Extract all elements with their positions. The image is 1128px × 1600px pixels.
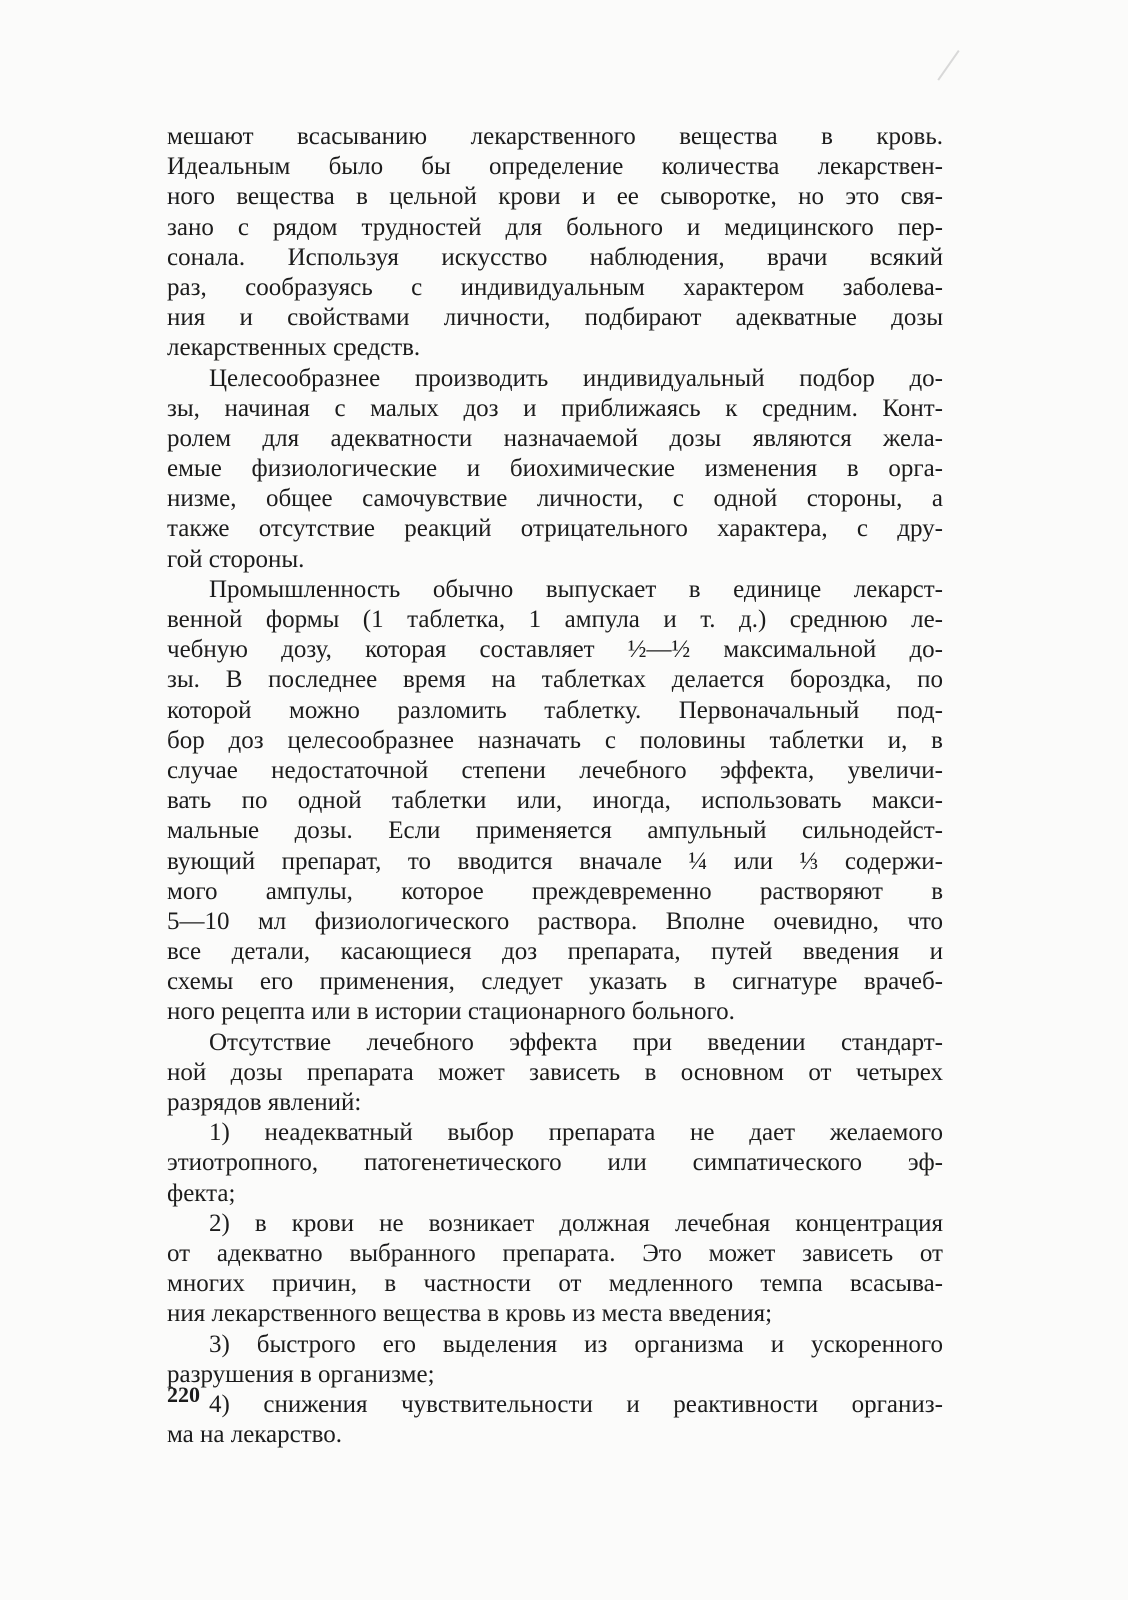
text-line: которой можно разломить таблетку. Первоначальный под- [167, 696, 943, 724]
text-line: мальные дозы. Если применяется ампульный сильнодейст- [167, 817, 943, 845]
text-line: мешают всасыванию лекарственного вещества в кровь. [167, 123, 943, 150]
text-line: 1) неадекватный выбор препарата не дает желаемого [209, 1119, 943, 1147]
text-line: ния и свойствами личности, подбирают адекватные дозы [167, 304, 943, 332]
text-line: Отсутствие лечебного эффекта при введении стандарт- [209, 1028, 943, 1056]
text-line: Идеальным было бы определение количества лекарствен- [167, 153, 943, 181]
text-line: ного вещества в цельной крови и ее сыворотке, но это свя- [167, 183, 943, 211]
text-line: также отсутствие реакций отрицательного характера, с дру- [167, 515, 943, 543]
text-line: венной формы (1 таблетка, 1 ампула и т. д.) среднюю ле- [167, 606, 943, 633]
text-line: гой стороны. [167, 545, 305, 573]
text-line: емые физиологические и биохимические изменения в орга- [167, 455, 943, 483]
text-line: разрушения в организме; [167, 1360, 435, 1388]
text-line: ма на лекарство. [167, 1421, 343, 1449]
body-text [167, 122, 943, 1450]
text-line: от адекватно выбранного препарата. Это может зависеть от [167, 1239, 943, 1267]
text-line: лекарственных средств. [167, 334, 421, 362]
text-line: 2) в крови не возникает должная лечебная концентрация [209, 1209, 943, 1237]
text-line: сонала. Используя искусство наблюдения, врачи всякий [167, 243, 943, 271]
text-line: низме, общее самочувствие личности, с одной стороны, а [167, 485, 943, 513]
text-line: чебную дозу, которая составляет ½—½ максимальной до- [167, 636, 943, 664]
text-line: Промышленность обычно выпускает в единице лекарст- [209, 575, 943, 603]
text-line: многих причин, в частности от медленного темпа всасыва- [167, 1270, 943, 1298]
paragraph [167, 1390, 943, 1450]
paragraph [167, 1028, 943, 1119]
text-line: бор доз целесообразнее назначать с половины таблетки и, в [167, 726, 943, 754]
text-line: случае недостаточной степени лечебного эффекта, увеличи- [167, 756, 943, 784]
text-line: зано с рядом трудностей для больного и медицинского пер- [167, 213, 943, 241]
text-line: схемы его применения, следует указать в сигнатуре врачеб- [167, 968, 943, 996]
text-line: ной дозы препарата может зависеть в основном от четырех [167, 1058, 943, 1086]
paragraph [167, 1118, 943, 1209]
text-line: зы. В последнее время на таблетках делается бороздка, по [167, 666, 943, 694]
text-line: ного рецепта или в истории стационарного больного. [167, 998, 735, 1026]
paragraph [167, 122, 943, 364]
scan-mark [937, 50, 959, 81]
text-line: ния лекарственного вещества в кровь из места введения; [167, 1300, 773, 1328]
text-line: 5—10 мл физиологического раствора. Вполне очевидно, что [167, 907, 943, 935]
text-line: мого ампулы, которое преждевременно растворяют в [167, 877, 943, 905]
text-line: фекта; [167, 1179, 236, 1207]
text-line: этиотропного, патогенетического или симпатического эф- [167, 1149, 943, 1177]
text-line: 3) быстрого его выделения из организма и ускоренного [209, 1330, 943, 1358]
text-line: ролем для адекватности назначаемой дозы являются жела- [167, 424, 943, 452]
text-line: 4) снижения чувствительности и реактивности организ- [209, 1390, 943, 1418]
text-line: вующий препарат, то вводится вначале ¼ или ⅓ содержи- [167, 847, 943, 875]
text-line: разрядов явлений: [167, 1089, 362, 1116]
paragraph [167, 575, 943, 1028]
paragraph [167, 364, 943, 575]
text-line: Целесообразнее производить индивидуальный подбор до- [209, 364, 943, 392]
paragraph [167, 1209, 943, 1330]
paragraph [167, 1330, 943, 1390]
text-line: раз, сообразуясь с индивидуальным характером заболева- [167, 273, 943, 301]
text-line: вать по одной таблетки или, иногда, использовать макси- [167, 787, 943, 815]
text-line: зы, начиная с малых доз и приближаясь к средним. Конт- [167, 394, 943, 422]
text-line: все детали, касающиеся доз препарата, путей введения и [167, 938, 943, 966]
page-number: 220 [167, 1382, 200, 1407]
